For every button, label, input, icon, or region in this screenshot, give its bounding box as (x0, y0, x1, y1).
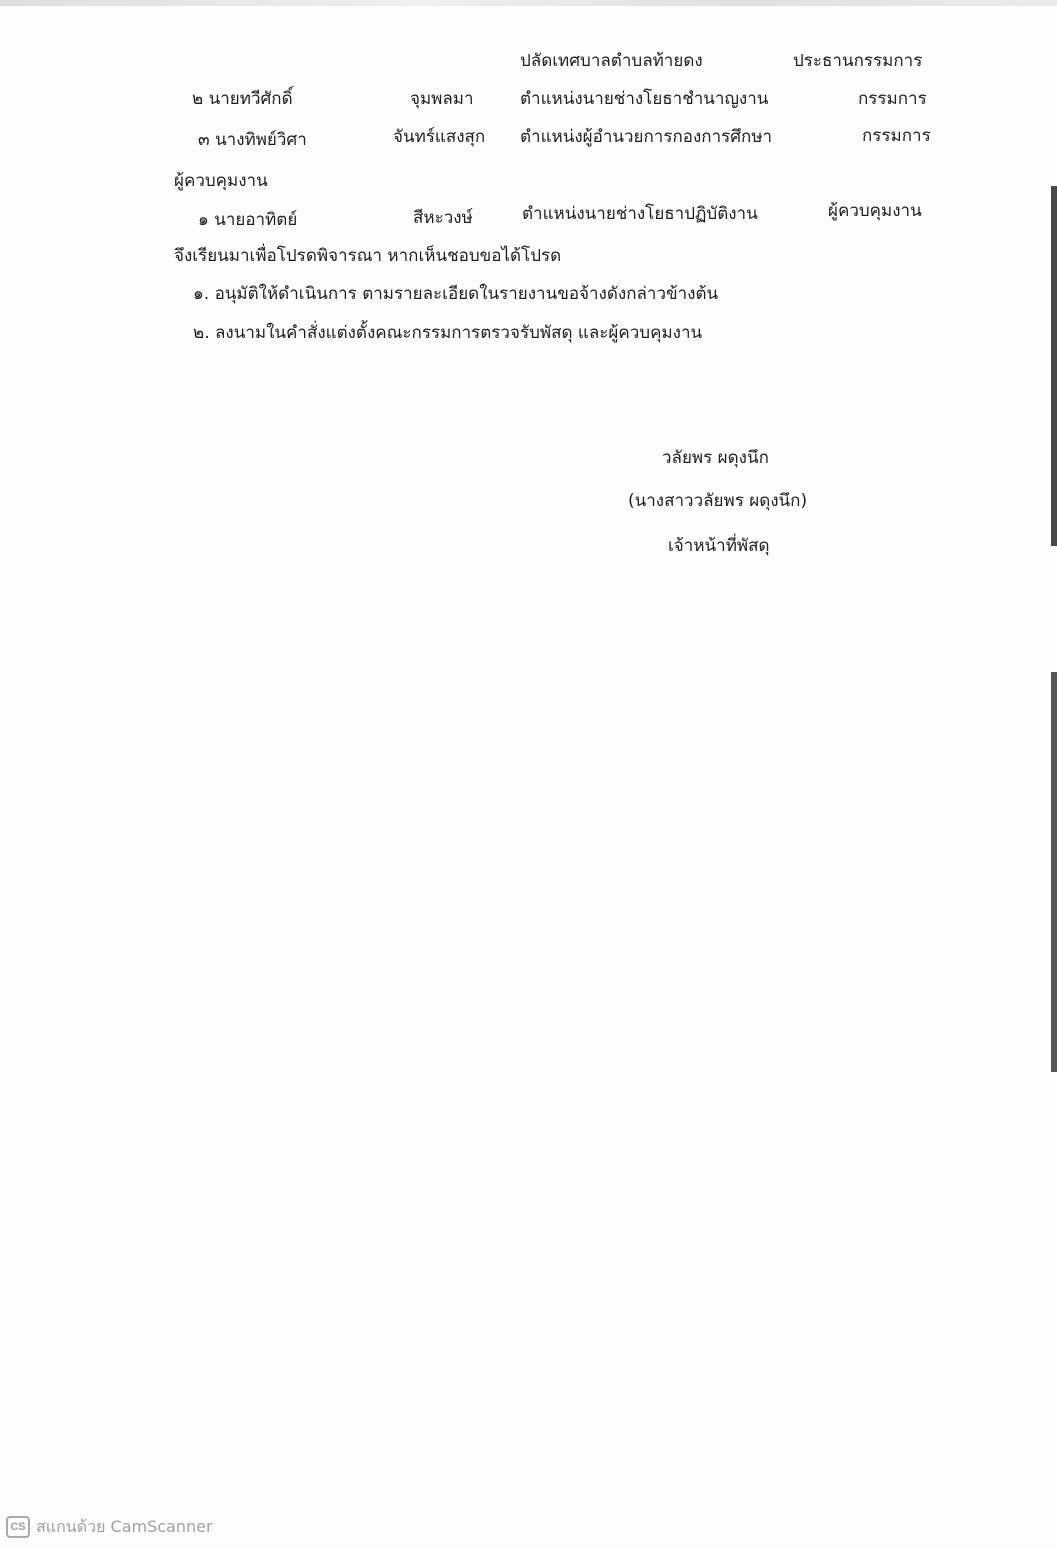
committee-position: ตำแหน่งนายช่างโยธาชำนาญงาน (520, 89, 769, 109)
committee-role: ประธานกรรมการ (793, 51, 923, 71)
supervisor-role: ผู้ควบคุมงาน (828, 201, 922, 221)
committee-role: กรรมการ (862, 126, 931, 146)
scan-edge-shadow (1051, 186, 1057, 546)
committee-role: กรรมการ (858, 89, 927, 109)
committee-position: ปลัดเทศบาลตำบลท้ายดง (520, 51, 703, 71)
supervisor-position: ตำแหน่งนายช่างโยธาปฏิบัติงาน (522, 204, 758, 224)
committee-member-name: ๓ นางทิพย์วิศา (198, 130, 307, 150)
committee-member-surname: จุมพลมา (410, 89, 474, 109)
committee-member-surname: จันทร์แสงสุก (393, 127, 486, 147)
camscanner-logo-icon: CS (6, 1516, 30, 1538)
scan-edge-shadow (1051, 672, 1057, 1072)
camscanner-text: สแกนด้วย CamScanner (36, 1516, 213, 1536)
supervisor-heading: ผู้ควบคุมงาน (174, 171, 268, 191)
camscanner-watermark (6, 1514, 213, 1540)
request-line: จึงเรียนมาเพื่อโปรดพิจารณา หากเห็นชอบขอได้โปรด (174, 246, 562, 266)
signature-signed-name: วลัยพร ผดุงนึก (662, 448, 769, 468)
committee-position: ตำแหน่งผู้อำนวยการกองการศึกษา (520, 127, 773, 147)
supervisor-surname: สีหะวงษ์ (413, 208, 473, 228)
committee-member-name: ๒ นายทวีศักดิ์ (192, 89, 293, 109)
request-item: ๑. อนุมัติให้ดำเนินการ ตามรายละเอียดในรายงานขอจ้างดังกล่าวข้างต้น (193, 284, 719, 304)
signature-printed-name: (นางสาววลัยพร ผดุงนึก) (628, 491, 808, 511)
request-item: ๒. ลงนามในคำสั่งแต่งตั้งคณะกรรมการตรวจรับพัสดุ และผู้ควบคุมงาน (193, 323, 703, 343)
supervisor-name: ๑ นายอาทิตย์ (198, 210, 298, 230)
signature-title: เจ้าหน้าที่พัสดุ (668, 536, 770, 556)
scan-top-edge (0, 0, 1057, 6)
